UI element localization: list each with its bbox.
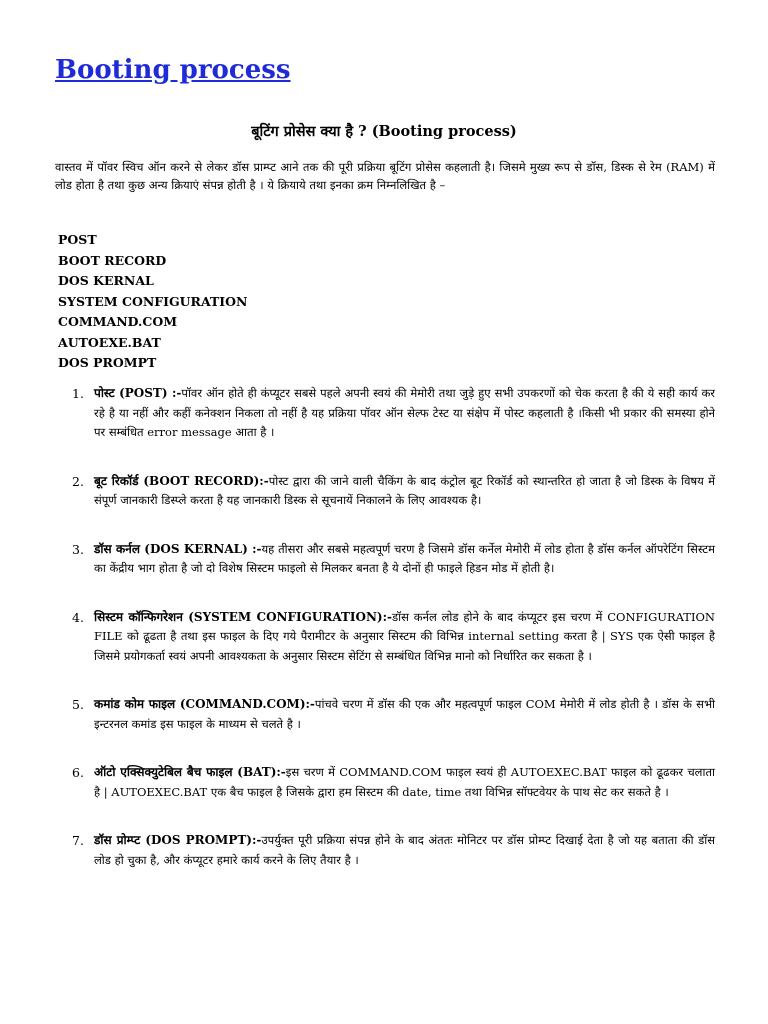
detail-text: यह तीसरा और सबसे महत्वपूर्ण चरण है जिसमे डॉस कर्नेल मेमोरी में लोड होता है डॉस कर्नल ऑपरेटिंग सिस्टम का केंद्रीय भाग होता है जो दो विशेष सिस्टम फाइलो से मिलकर बनता है ये दोनों ही फाइले हिडन मोड में होती है।	[94, 541, 715, 575]
detail-number: 4.	[72, 609, 84, 625]
detail-number: 2.	[72, 473, 84, 489]
detail-heading: डॉस प्रोम्प्ट (DOS PROMPT):-	[94, 833, 262, 847]
detail-text: पोस्ट द्वारा की जाने वाली चैकिंग के बाद कंट्रोल बूट रिकॉर्ड को स्थान्तरित हो जाता है जो डिस्क के विषय में संपूर्ण जानकारी डिस्प्ले करता है यह जानकारी डिस्क से सूचनायें निकालने के लिए आवश्यक है।	[94, 473, 716, 507]
detail-item-dos-prompt	[72, 831, 715, 870]
intro-paragraph: वास्तव में पॉवर स्विच ऑन करने से लेकर डॉस प्राम्प्ट आने तक की पूरी प्रक्रिया बूटिंग प्रोसेस कहलाती है। जिसमे मुख्य रूप से डॉस, डिस्क से रेम (RAM) में लोड होता है तथा कुछ अन्य क्रियाएं संपन्न होती है । ये क्रियाये तथा इनका क्रम निम्नलिखित है –	[55, 160, 715, 192]
boot-step-item: DOS KERNAL	[58, 273, 154, 288]
detail-paragraph	[94, 695, 715, 734]
detail-number: 6.	[72, 765, 84, 780]
detail-heading: डॉस कर्नल (DOS KERNAL) :-	[94, 541, 262, 556]
boot-step-item: POST	[58, 232, 97, 247]
detail-item-autoexec-bat	[72, 763, 715, 802]
detail-item-system-configuration	[72, 608, 715, 667]
detail-heading: सिस्टम कॉन्फिगरेशन (SYSTEM CONFIGURATION):-	[94, 609, 393, 624]
detail-number: 5.	[72, 697, 84, 712]
detail-item-command-com	[72, 695, 715, 734]
detail-paragraph	[94, 763, 715, 802]
detail-heading: ऑटो एक्सिक्युटेबिल बैच फाइल (BAT):-	[94, 765, 286, 779]
detail-item-post	[72, 384, 715, 443]
detail-text: पांचवे चरण में डॉस की एक और महत्वपूर्ण फाइल COM मेमोरी में लोड होती है । डॉस के सभी इन्टरनल कमांड इस फाइल के माध्यम से चलते है ।	[94, 697, 716, 731]
detail-paragraph	[94, 608, 715, 667]
detail-item-boot-record	[72, 472, 715, 511]
boot-steps-list	[58, 230, 247, 374]
detail-text: डॉस कर्नल लोड होने के बाद कंप्यूटर इस चरण में CONFIGURATION FILE को ढूढता है तथा इस फाइल के दिए गये पैरामीटर के अनुसार सिस्टम की विभिन्न internal setting करता है | SYS एक ऐसी फाइल है जिसमे प्रयोगकर्ता स्वयं अपनी आवश्यकता के अनुसार सिस्टम सेटिंग से सम्बंधित विभिन्न मानो को निर्धारित कर सकता है ।	[94, 609, 715, 663]
document-title: Booting process	[55, 55, 291, 85]
detail-number: 3.	[72, 541, 84, 557]
detail-text: इस चरण में COMMAND.COM फाइल स्वयं ही AUTOEXEC.BAT फाइल को ढूढकर चलाता है | AUTOEXEC.BAT एक बैच फाइल है जिसके द्वारा हम सिस्टम की date, time तथा विभिन्न सॉफ्टवेयर के पाथ सेट कर सकते है ।	[94, 765, 715, 799]
detail-number: 1.	[72, 386, 84, 401]
boot-step-item: COMMAND.COM	[58, 314, 178, 329]
detail-heading: पोस्ट (POST) :-	[94, 386, 182, 400]
detail-paragraph	[94, 540, 715, 579]
document-subtitle: बूटिंग प्रोसेस क्या है ? (Booting process)	[251, 123, 517, 140]
boot-step-item: DOS PROMPT	[58, 355, 157, 370]
detail-paragraph	[94, 384, 715, 443]
boot-step-item: AUTOEXE.BAT	[58, 334, 161, 350]
detail-heading: बूट रिकॉर्ड (BOOT RECORD):-	[94, 473, 269, 488]
detail-text: पॉवर ऑन होते ही कंप्यूटर सबसे पहले अपनी स्वयं की मेमोरी तथा जुड़े हुए सभी उपकरणों को चेक करता है की ये सही कार्य कर रहे है या नहीं और कहीं कनेक्शन निकला तो नहीं है यह प्रक्रिया पॉवर ऑन सेल्फ टेस्ट या संक्षेप में पोस्ट कहलाती है ।किसी भी प्रकार की समस्या होने पर सम्बंधित error message आता है ।	[94, 386, 716, 439]
boot-step-item: SYSTEM CONFIGURATION	[58, 293, 248, 309]
detail-text: उपर्युक्त पूरी प्रक्रिया संपन्न होने के बाद अंततः मोनिटर पर डॉस प्रोम्प्ट दिखाई देता है जो यह बताता की डॉस लोड हो चुका है, और कंप्यूटर हमारे कार्य करने के लिए तैयार है ।	[94, 833, 715, 867]
boot-step-item: BOOT RECORD	[58, 252, 167, 268]
detail-item-dos-kernal	[72, 540, 715, 579]
detail-paragraph	[94, 472, 715, 511]
boot-details-list	[72, 384, 715, 870]
detail-number: 7.	[72, 833, 84, 848]
detail-paragraph	[94, 831, 715, 870]
detail-heading: कमांड कोम फाइल (COMMAND.COM):-	[94, 697, 315, 711]
